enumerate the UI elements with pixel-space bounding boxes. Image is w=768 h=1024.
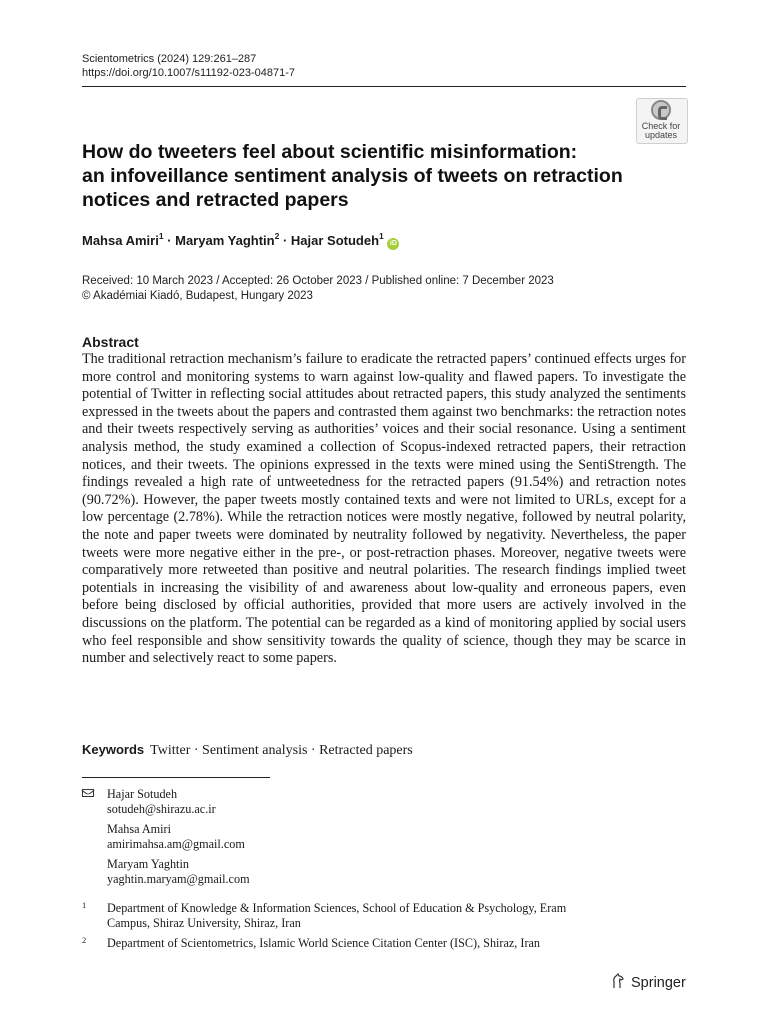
contact-person	[107, 857, 250, 887]
check-for-label: Check for	[641, 121, 681, 131]
header-rule	[82, 86, 686, 87]
title-line-2: an infoveillance sentiment analysis of tweets on retraction	[82, 165, 623, 187]
paper-title	[82, 140, 642, 212]
contact-email[interactable]: amirimahsa.am@gmail.com	[107, 837, 245, 851]
keywords-heading: Keywords	[82, 742, 145, 757]
author-separator: ·	[279, 233, 291, 248]
author-name: Hajar Sotudeh	[290, 233, 380, 248]
doi-link[interactable]: https://doi.org/10.1007/s11192-023-04871-7	[82, 67, 296, 79]
publisher-logo	[611, 973, 686, 992]
author-affil-ref: 2	[274, 231, 280, 241]
history-line: Received: 10 March 2023 / Accepted: 26 October 2023 / Published online: 7 December 2023	[82, 275, 554, 287]
contact-block	[82, 787, 682, 897]
affiliation-number: 1	[82, 900, 87, 910]
orcid-icon[interactable]: iD	[387, 238, 399, 250]
abstract-heading: Abstract	[82, 334, 139, 350]
check-for-updates-badge[interactable]	[636, 98, 686, 142]
affiliation-text	[107, 901, 667, 931]
refresh-icon	[651, 100, 671, 120]
affiliation-line: Department of Knowledge & Information Sciences, School of Education & Psychology, Eram	[107, 901, 567, 915]
springer-horse-icon	[611, 973, 625, 989]
author-name: Maryam Yaghtin	[175, 233, 275, 248]
contact-person	[107, 787, 216, 817]
updates-label: updates	[644, 130, 678, 140]
publisher-name: Springer	[631, 975, 686, 991]
abstract-body: The traditional retraction mechanism’s failure to eradicate the retracted papers’ continued effects urges for more control and monitoring systems to warn against low-quality and flawed papers. To investigate the potential of Twitter in reflecting social attitudes about retracted papers, this study analyzed the sentiments expressed in the tweets about the papers and contrasted them against two benchmarks: the retraction notes and their tweets respectively serving as authorities’ voices and their social resonance. Using a sentiment analysis method, the study examined a collection of Scopus-indexed retracted papers, their retraction notices, and their tweets. The opinions expressed in the texts were mined using the SentiStrength. The findings revealed a high rate of untweetedness for the retracted papers (91.54%) and retraction notes (90.72%). However, the paper tweets mostly contained texts and were not limited to URLs, except for a low percentage (2.78%). While the retraction notices were mostly negative, followed by neutral polarity, the note and paper tweets were dominated by neutrality followed by negativity. Nevertheless, the paper tweets were more negative either in the pre-, or post-retraction phases. Moreover, negative tweets were comparatively more retweeted than positive and neutral polarities. The research findings implied tweet potentials in increasing the visibility of and awareness about low-quality and erroneous papers, even before being disclosed by official authorities, provided that more users are actively involved in the discussions on the platform. The potential can be regarded as a kind of monitoring applied by social users who feel responsible and show sensitivity towards the quality of science, though they may be scarce in number and selectively react to some papers.	[82, 351, 686, 667]
publication-dates	[82, 274, 554, 304]
author-list	[82, 233, 399, 250]
contact-name: Maryam Yaghtin	[107, 857, 189, 871]
contact-name: Mahsa Amiri	[107, 822, 171, 836]
author-affil-ref: 1	[379, 231, 384, 241]
envelope-icon	[82, 789, 94, 797]
contact-person	[107, 822, 245, 852]
affiliation-item	[82, 901, 686, 933]
copyright-line: © Akadémiai Kiadó, Budapest, Hungary 2023	[82, 290, 313, 302]
affiliation-item	[82, 936, 686, 952]
affiliation-text	[107, 936, 667, 951]
keywords-section	[82, 741, 413, 759]
affiliation-line: Department of Scientometrics, Islamic World Science Citation Center (ISC), Shiraz, Iran	[107, 936, 541, 950]
keywords-list: Twitter · Sentiment analysis · Retracted papers	[150, 743, 413, 758]
contact-email[interactable]: sotudeh@shirazu.ac.ir	[107, 802, 216, 816]
affiliation-number: 2	[82, 935, 87, 945]
contact-email[interactable]: yaghtin.maryam@gmail.com	[107, 872, 250, 886]
journal-citation: Scientometrics (2024) 129:261–287	[82, 53, 257, 65]
footnote-rule	[82, 777, 270, 778]
author-separator: ·	[163, 233, 176, 248]
title-line-3: notices and retracted papers	[82, 189, 349, 211]
title-line-1: How do tweeters feel about scientific misinformation:	[82, 141, 578, 163]
author-affil-ref: 1	[158, 231, 164, 241]
journal-header	[82, 52, 295, 80]
author-name: Mahsa Amiri	[82, 233, 159, 248]
contact-name: Hajar Sotudeh	[107, 787, 178, 801]
affiliation-line: Campus, Shiraz University, Shiraz, Iran	[107, 916, 301, 930]
